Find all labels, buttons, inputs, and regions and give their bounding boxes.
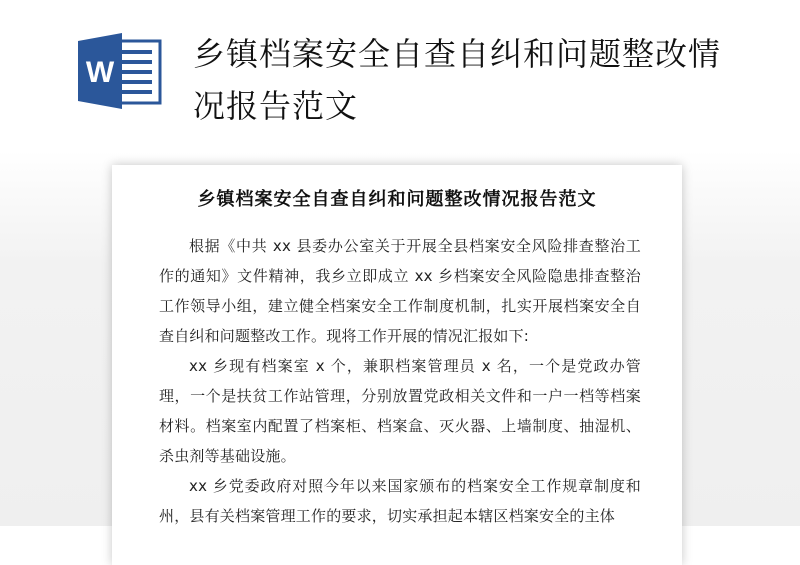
- svg-text:W: W: [85, 56, 115, 89]
- paragraph-2: xx 乡现有档案室 x 个，兼职档案管理员 x 名，一个是党政办管理，一个是扶贫工作站管理，分别放置党政相关文件和一户一档等档案材料。档案室内配置了档案柜、档案盒、灭火器、上墙制度、抽湿机、杀虫剂等基础设施。: [159, 357, 641, 465]
- paragraph-3: xx 乡党委政府对照今年以来国家颁布的档案安全工作规章制度和州，县有关档案管理工作的要求，切实承担起本辖区档案安全的主体: [159, 477, 641, 525]
- document-title: 乡镇档案安全自查自纠和问题整改情况报告范文: [197, 189, 597, 210]
- document-page: [112, 165, 682, 565]
- document-body: [159, 231, 641, 531]
- header-title: 乡镇档案安全自查自纠和问题整改情况报告范文: [193, 35, 722, 125]
- word-document-icon: [76, 33, 164, 109]
- header: [0, 0, 800, 160]
- paragraph-1: 根据《中共 xx 县委办公室关于开展全县档案安全风险排查整治工作的通知》文件精神，我乡立即成立 xx 乡档案安全风险隐患排查整治工作领导小组，建立健全档案安全工作制度机制，扎实开展档案安全自查自纠和问题整改工作。现将工作开展的情况汇报如下:: [159, 237, 641, 345]
